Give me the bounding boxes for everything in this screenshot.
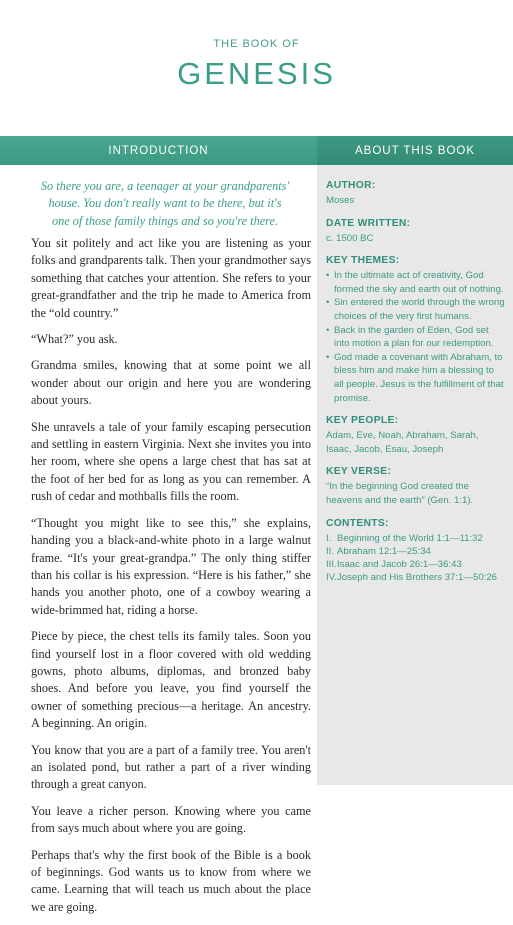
contents-label: CONTENTS: bbox=[326, 517, 389, 529]
book-kicker: THE BOOK OF bbox=[213, 38, 300, 50]
date-value: c. 1500 BC bbox=[326, 232, 374, 244]
themes-list bbox=[326, 269, 506, 405]
body-paragraph: You leave a richer person. Knowing where you came from says much about where you are going. bbox=[31, 803, 311, 836]
intro-lead bbox=[30, 178, 300, 230]
body-paragraph: “What?” you ask. bbox=[31, 332, 118, 347]
body-paragraph: You sit politely and act like you are listening as your folks and grandparents talk. Then your grandmother says something that catches your attention. She refers to your great-grandfather and the trip he made to America from the “old country.” bbox=[31, 236, 311, 320]
about-content bbox=[326, 180, 506, 584]
author-value: Moses bbox=[326, 195, 355, 206]
body-paragraph: “Thought you might like to see this,” she explains, handing you a black-and-white photo in a large walnut frame. “It's your great-grandpa.” The only thing stiffer than his collar is his expression. “Here is his father,” she hands you another photo, one of a cowboy wearing a wide-brimmed hat, riding a horse. bbox=[31, 515, 311, 617]
body-paragraph: She unravels a tale of your family escaping persecution and settling in eastern Virginia. Next she invites you into her room, where she opens a large chest that has sat at the foot of her bed for as long as you can remember. A rush of cedar and mothballs fills the room. bbox=[31, 419, 311, 504]
theme-item: • Back in the garden of Eden, God set into motion a plan for our redemption. bbox=[326, 324, 506, 351]
verse-label: KEY VERSE: bbox=[326, 466, 392, 478]
intro-lead-line: one of those family things and so you're there. bbox=[51, 213, 279, 228]
book-title: GENESIS bbox=[177, 56, 336, 91]
contents-item bbox=[326, 532, 506, 545]
contents-list bbox=[326, 532, 506, 585]
contents-text: Isaac and Jacob 26:1—36:43 bbox=[337, 558, 462, 570]
body-paragraph: Grandma smiles, knowing that at some point we all wonder about our origin and here you are wondering about yours. bbox=[31, 358, 311, 408]
contents-item bbox=[326, 571, 506, 584]
contents-item bbox=[326, 558, 506, 571]
verse-value: “In the beginning God created the heavens and the earth” (Gen. 1:1). bbox=[326, 481, 474, 506]
people-label: KEY PEOPLE: bbox=[326, 415, 399, 427]
theme-item: • God made a covenant with Abraham, to bless him and make him a blessing to all people. Jesus is the fulfillment of that promise. bbox=[326, 351, 506, 405]
author-label: AUTHOR: bbox=[326, 180, 376, 191]
body-paragraph: Perhaps that's why the first book of the Bible is a book of beginnings. God wants us to know from where we came. Learning that will teach us much about the place we are going. bbox=[31, 847, 311, 914]
theme-item: • In the ultimate act of creativity, God formed the sky and earth out of nothing. bbox=[326, 269, 506, 296]
intro-lead-line: So there you are, a teenager at your grandparents' bbox=[40, 179, 290, 193]
body-paragraph: Piece by piece, the chest tells its family tales. Soon you find yourself lost in a floor covered with old wedding gowns, photo albums, diplomas, and bronzed baby shoes. And before you leave, you find yourself the owner of something precious—a heritage. An ancestry. A beginning. An origin. bbox=[31, 629, 311, 731]
introduction-heading: INTRODUCTION bbox=[0, 136, 317, 165]
contents-number: I. bbox=[326, 532, 332, 544]
date-label: DATE WRITTEN: bbox=[326, 217, 411, 229]
contents-text: Abraham 12:1—25:34 bbox=[337, 545, 431, 557]
contents-item bbox=[326, 545, 506, 558]
contents-number: II. bbox=[326, 545, 334, 557]
theme-item: • Sin entered the world through the wrong choices of the very first humans. bbox=[326, 296, 506, 323]
body-paragraph: You know that you are a part of a family tree. You aren't an isolated pond, but rather a part of a river winding through a great canyon. bbox=[31, 742, 311, 792]
contents-number: IV. bbox=[326, 572, 337, 584]
introduction-body bbox=[31, 235, 311, 925]
about-heading: ABOUT THIS BOOK bbox=[317, 136, 513, 165]
people-value: Adam, Eve, Noah, Abraham, Sarah, Isaac, Jacob, Esau, Joseph bbox=[326, 430, 479, 455]
contents-text: Beginning of the World 1:1—11:32 bbox=[337, 532, 483, 544]
themes-label: KEY THEMES: bbox=[326, 255, 400, 267]
contents-text: Joseph and His Brothers 37:1—50:26 bbox=[337, 572, 497, 584]
intro-lead-line: house. You don't really want to be there, but it's bbox=[48, 196, 282, 211]
contents-number: III. bbox=[326, 558, 337, 570]
